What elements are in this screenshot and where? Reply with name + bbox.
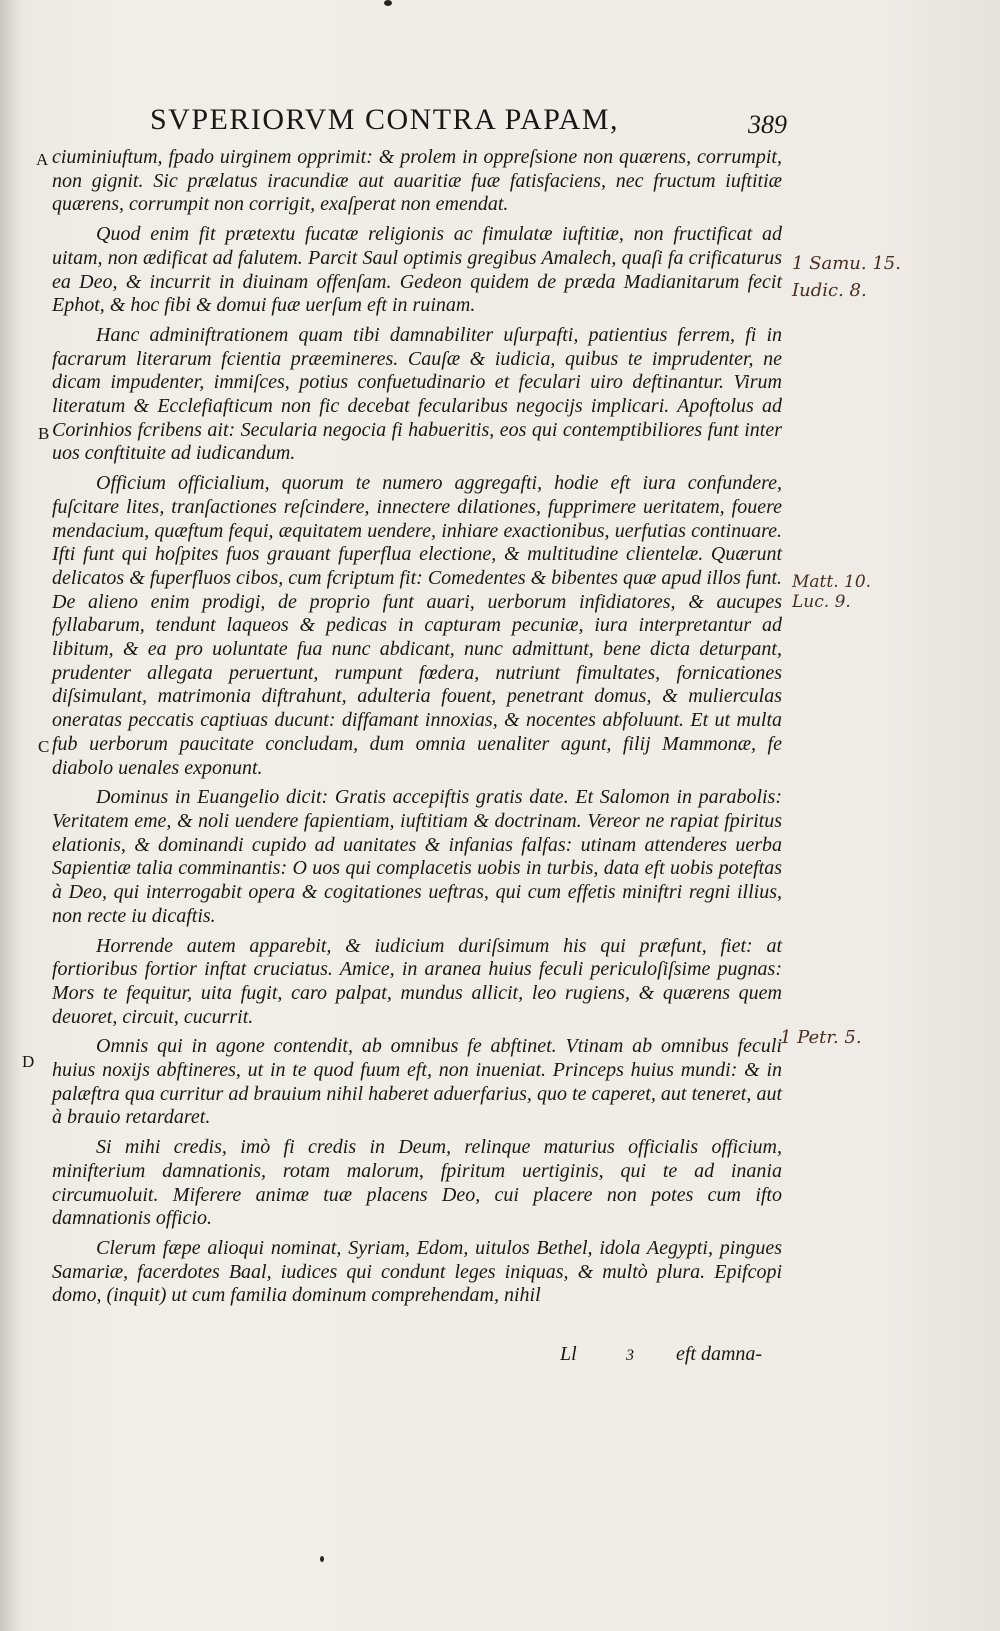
paragraph: Omnis qui in agone contendit, ab omnibus fe abftinet. Vtinam ab omnibus feculi huius noxijs abftineres, ut in te quod fuum eft, non inueniat. Princeps huius mundi: & in palæftra qua curritur ad brauium nihil haberet aduerfarius, quo te caperet, aut teneret, aut à brauio retardaret.: [52, 1035, 782, 1129]
ink-speck: [320, 1556, 324, 1562]
margin-note-iudicum: Iudic. 8.: [792, 280, 867, 301]
paragraph: ciuminiuftum, fpado uirginem opprimit: & prolem in oppreſsione non quærens, corrumpit, non gignit. Sic prælatus iracundiæ aut auaritiæ fuæ fatisfaciens, nec fructum iuftitiæ quærens, corrumpit non corrigit, exaſperat non emendat.: [52, 146, 782, 216]
paragraph: Quod enim fit prætextu fucatæ religionis ac fimulatæ iuftitiæ, non fructificat ad uitam, non ædificat ad falutem. Parcit Saul optimis gregibus Amalech, quaſi fa crificaturus ea Deo, & incurrit in diuinam offenſam. Gedeon quidem de præda Madianitarum fecit Ephot, & hoc fibi & domui fuæ uerſum eft in ruinam.: [52, 223, 782, 317]
paragraph: Horrende autem apparebit, & iudicium duriſsimum his qui præfunt, fiet: at fortioribus fortior inftat cruciatus. Amice, in aranea huius feculi periculoſiſsime pugnas: Mors te fequitur, uita fugit, caro palpat, mundus allicit, leo rugiens, & quærens quem deuoret, circuit, cucurrit.: [52, 934, 782, 1028]
margin-note-samuel: 1 Samu. 15.: [792, 253, 901, 274]
signature-number: 3: [626, 1347, 634, 1364]
running-title: SVPERIORVM CONTRA PAPAM,: [150, 103, 620, 136]
ink-speck: [384, 0, 392, 6]
paragraph: Dominus in Euangelio dicit: Gratis accepiftis gratis date. Et Salomon in parabolis: Veritatem eme, & noli uendere fapientiam, iuftitiam & doctrinam. Vereor ne rapiat fpiritus elationis, & dominandi cupido ad uanitates & infanias falfas: utinam attenderes uerba Sapientiæ talia comminantis: O uos qui complacetis uobis in turbis, data eft uobis poteftas à Deo, qui interrogabit opera & cogitationes ueftras, qui cum effetis miniftri regni illius, non recte iu dicaftis.: [52, 786, 782, 927]
catchword: eft damna-: [676, 1343, 763, 1365]
folio-number: 389: [748, 110, 787, 139]
body-text: [52, 146, 782, 1314]
margin-note-peter: 1 Petr. 5.: [780, 1027, 862, 1048]
margin-letter-c: C: [38, 737, 50, 756]
paragraph: Officium officialium, quorum te numero aggregafti, hodie eft iura confundere, fuſcitare lites, tranſactiones reſcindere, innectere dilationes, fupprimere ueritatem, fouere mendacium, quæftum fequi, æquitatem uendere, inhiare exactionibus, uerfutias continuare. Ifti funt qui hoſpites fuos grauant fuperflua electione, & multitudine clientelæ. Quærunt delicatos & fuperfluos cibos, cum fcriptum fit: Comedentes & bibentes quæ apud illos funt. De alieno enim prodigi, de proprio funt auari, uerborum infidiatores, & aucupes fyllabarum, tendunt laqueos & pedicas in capturam pecuniæ, iura interpretantur ad libitum, & ea pro uoluntate fua nunc abdicant, nunc admittunt, bene dicta deturpant, prudenter allegata peruertunt, rumpunt fœdera, nutriunt fimultates, fornicationes diſsimulant, matrimonia diftrahunt, adulteria fouent, penetrant domus, & mulierculas oneratas peccatis captiuas ducunt: diffamant innoxias, & nocentes abfoluunt. Et ut multa fub uerborum paucitate concludam, dum omnia uenaliter agunt, filij Mammonæ, fe diabolo uenales exponunt.: [52, 472, 782, 779]
paragraph: Si mihi credis, imò fi credis in Deum, relinque maturius officialis officium, minifterium damnationis, rotam malorum, fpiritum uertiginis, qui te ad inania circumuoluit. Miferere animæ tuæ placens Deo, cui placere non potes cum ifto damnationis officio.: [52, 1136, 782, 1230]
paragraph: Hanc adminiftrationem quam tibi damnabiliter uſurpafti, patientius ferrem, fi in facrarum literarum fcientia præemineres. Cauſæ & iudicia, quibus te imprudenter, ne dicam impudenter, immiſces, potius confuetudinario et feculari uiro deftinantur. Virum literatum & Ecclefiafticum non fic decebat fecularibus negocijs implicari. Apoftolus ad Corinhios fcribens ait: Secularia negocia fi habueritis, eos qui contemptibiliores funt inter uos conftituite ad iudicandum.: [52, 323, 782, 465]
signature-mark: Ll: [560, 1343, 577, 1365]
margin-letter-a: A: [36, 150, 49, 169]
margin-note-matthew: Matt. 10. Luc. 9.: [792, 572, 872, 612]
margin-letter-b: B: [38, 424, 50, 443]
paragraph: Clerum fæpe alioqui nominat, Syriam, Edom, uitulos Bethel, idola Aegypti, pingues Samariæ, facerdotes Baal, iudices qui condunt leges iniquas, & multò plura. Epifcopi domo, (inquit) ut cum familia dominum comprehendam, nihil: [52, 1236, 782, 1307]
margin-letter-d: D: [22, 1052, 35, 1071]
